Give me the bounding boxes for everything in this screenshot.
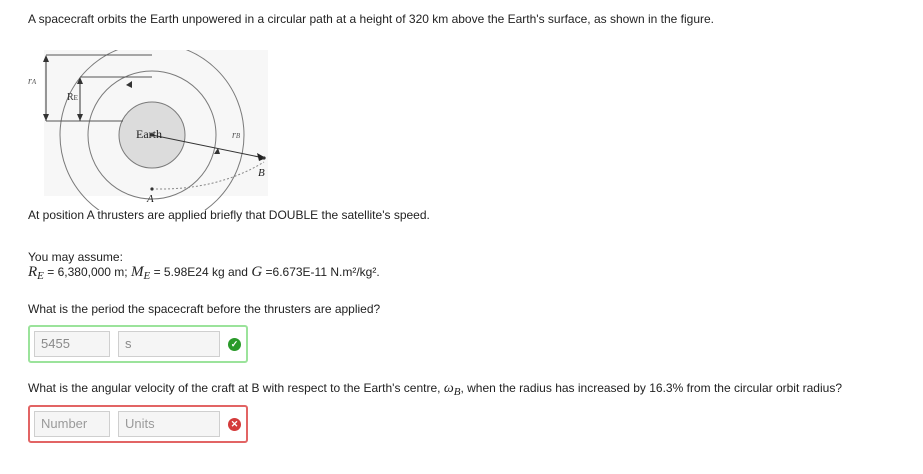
part1-number-input[interactable]: 5455 (34, 331, 110, 357)
part2-number-input[interactable]: Number (34, 411, 110, 437)
part1-prompt: What is the period the spacecraft before the thrusters are applied? (28, 302, 381, 316)
figure-label-b: B (258, 167, 265, 179)
orbit-figure (28, 50, 278, 210)
part1-answer-row (28, 325, 248, 363)
check-icon: ✓ (228, 338, 241, 351)
figure-label-a: A (147, 193, 154, 205)
assume-values: RE = 6,380,000 m; ME = 5.98E24 kg and G =6.673E-11 N.m²/kg². (28, 264, 380, 282)
assume-heading: You may assume: (28, 250, 123, 264)
part2-answer-row (28, 405, 248, 443)
thrusters-text: At position A thrusters are applied briefly that DOUBLE the satellite's speed. (28, 208, 430, 222)
part2-prompt: What is the angular velocity of the craft at B with respect to the Earth's centre, ωB, when the radius has increased by 16.3% from the circular orbit radius? (28, 381, 842, 398)
part1-units-input[interactable]: s (118, 331, 220, 357)
figure-label-earth: Earth (136, 127, 162, 141)
figure-label-ra: rA (28, 76, 37, 87)
part2-units-input[interactable]: Units (118, 411, 220, 437)
cross-icon: ✕ (228, 418, 241, 431)
figure-label-re: RE (67, 92, 78, 103)
question-intro: A spacecraft orbits the Earth unpowered in a circular path at a height of 320 km above the Earth's surface, as shown in the figure. (28, 12, 715, 26)
figure-label-rb: rB (232, 130, 241, 141)
